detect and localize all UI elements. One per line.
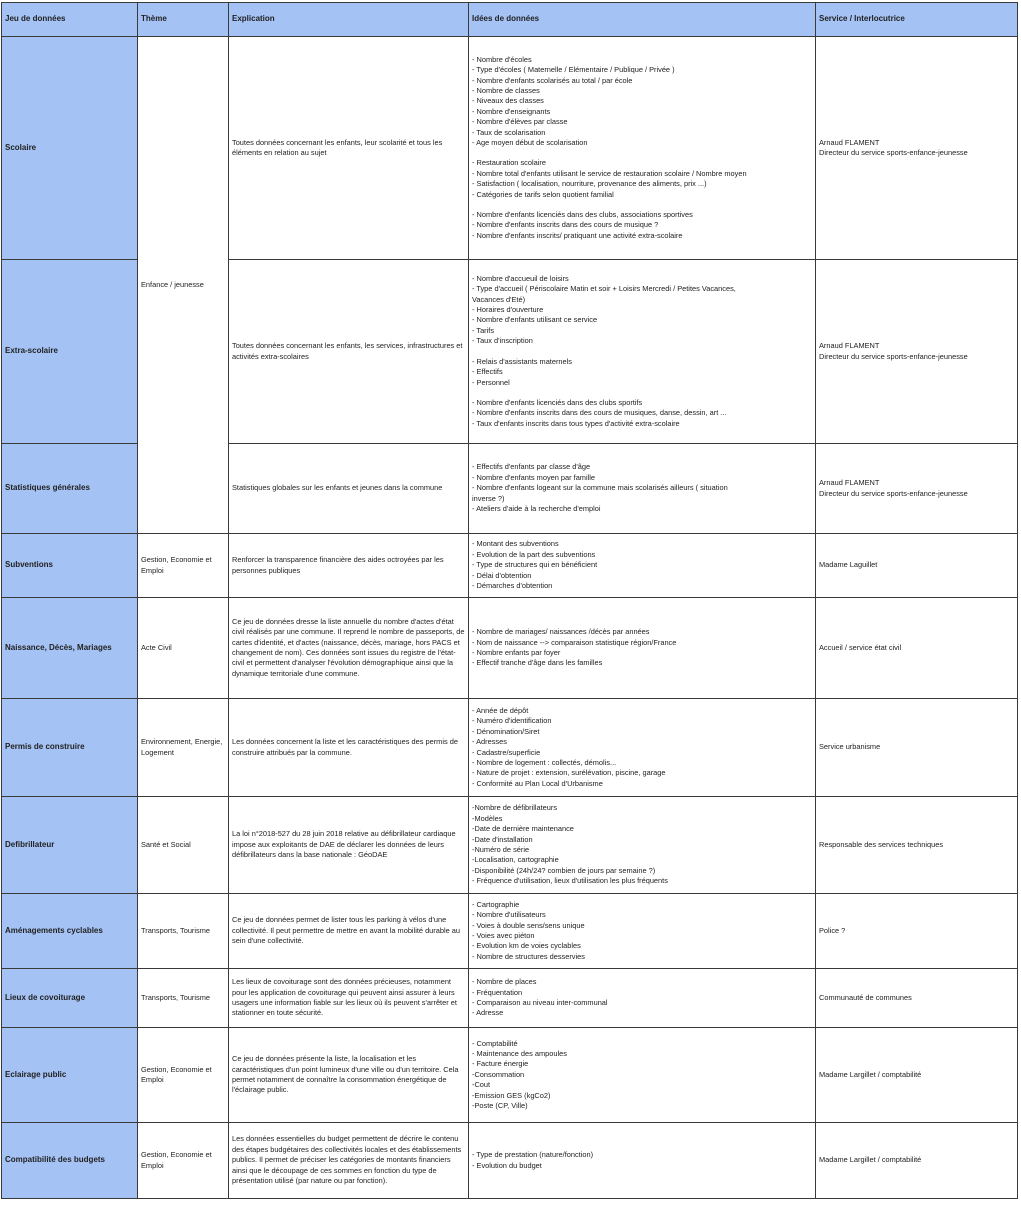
idea-line: - Comparaison au niveau inter-communal bbox=[472, 998, 608, 1007]
idea-line: -Consommation bbox=[472, 1069, 525, 1079]
idea-line: - Nombre de structures desservies bbox=[472, 951, 585, 961]
idea-line: - Taux d'enfants inscrits dans tous types d'activité extra-scolaire bbox=[472, 418, 680, 428]
idea-line: - Nombre d'enfants moyen par famille bbox=[472, 472, 595, 482]
idea-line: - Nombre d'enfants scolarisés au total / par école bbox=[472, 75, 633, 85]
idea-line: - Nombre d'enfants inscrits dans des cours de musique ? bbox=[472, 220, 659, 230]
idea-line: - Maintenance des ampoules bbox=[472, 1048, 567, 1058]
service-cell bbox=[816, 534, 1018, 598]
header-idees: Idées de données bbox=[469, 3, 816, 37]
idea-line: - Nombre d'enfants utilisant ce service bbox=[472, 315, 598, 325]
idea-line: -Numéro de série bbox=[472, 845, 530, 854]
explication-text: Les données essentielles du budget permettent de décrire le contenu des étapes budgétaires des collectivités locales et des établissements publics. Il permet de préciser les catégories de montants financiers ainsi que le découpage de ces sommes en fonction du type de présentation utilisé (par nature ou par fonction). bbox=[232, 1134, 462, 1186]
dataset-name: Extra-scolaire bbox=[2, 260, 138, 444]
idea-line: -Date d'installation bbox=[472, 834, 533, 844]
idea-line: - Montant des subventions bbox=[472, 539, 559, 549]
explication-text: Renforcer la transparence financière des aides octroyées par les personnes publiques bbox=[232, 555, 444, 575]
dataset-name: Statistiques générales bbox=[2, 444, 138, 534]
theme-cell: Acte Civil bbox=[138, 598, 229, 699]
idea-line: - Nombre de mariages/ naissances /décès par années bbox=[472, 627, 650, 637]
idea-line: - Satisfaction ( localisation, nourriture, provenance des aliments, prix ...) bbox=[472, 179, 707, 189]
idea-line: - Année de dépôt bbox=[472, 705, 529, 715]
idea-line: -Modèles bbox=[472, 813, 503, 823]
service-line: Madame Largillet / comptabilité bbox=[819, 1069, 922, 1079]
idea-line: - Dénomination/Siret bbox=[472, 726, 540, 736]
idea-line: - Nombre d'utilisateurs bbox=[472, 910, 546, 920]
idea-line: - Effectif tranche d'âge dans les familles bbox=[472, 658, 603, 668]
service-line: Arnaud FLAMENT bbox=[819, 478, 880, 488]
idea-line: - Voies avec piéton bbox=[472, 931, 535, 940]
theme-cell: Transports, Tourisme bbox=[138, 969, 229, 1028]
ideas-cell bbox=[469, 260, 816, 444]
explication-text: Toutes données concernant les enfants, leur scolarité et tous les éléments en relation au sujet bbox=[232, 137, 443, 157]
table-row bbox=[2, 894, 1018, 969]
service-cell bbox=[816, 894, 1018, 969]
service-line: Arnaud FLAMENT bbox=[819, 341, 880, 351]
idea-line: -Poste (CP, Ville) bbox=[472, 1101, 528, 1111]
table-row bbox=[2, 598, 1018, 699]
service-cell bbox=[816, 1123, 1018, 1199]
ideas-cell bbox=[469, 797, 816, 894]
explication-cell bbox=[229, 444, 469, 534]
idea-line: inverse ?) bbox=[472, 493, 505, 503]
idea-line: - Relais d'assistants maternels bbox=[472, 356, 572, 366]
idea-line: - Nom de naissance --> comparaison statistique région/France bbox=[472, 637, 677, 647]
table-row bbox=[2, 699, 1018, 797]
service-cell bbox=[816, 699, 1018, 797]
ideas-cell bbox=[469, 699, 816, 797]
idea-line: - Nombre d'enfants licenciés dans des clubs sportifs bbox=[472, 397, 643, 407]
idea-line: - Cadastre/superficie bbox=[472, 747, 541, 757]
idea-line: - Nombre d'enfants inscrits dans des cours de musiques, danse, dessin, art ... bbox=[472, 408, 727, 418]
service-cell bbox=[816, 598, 1018, 699]
service-line: Directeur du service sports-enfance-jeunesse bbox=[819, 148, 968, 157]
table-row bbox=[2, 534, 1018, 598]
header-jeu-de-donnees: Jeu de données bbox=[2, 3, 138, 37]
table-row bbox=[2, 37, 1018, 260]
idea-line: - Cartographie bbox=[472, 899, 520, 909]
idea-line: - Effectifs d'enfants par classe d'âge bbox=[472, 462, 591, 472]
idea-line: - Démarches d'obtention bbox=[472, 581, 553, 591]
table-row bbox=[2, 1123, 1018, 1199]
explication-cell bbox=[229, 534, 469, 598]
theme-cell: Enfance / jeunesse bbox=[138, 37, 229, 534]
idea-line: - Numéro d'identification bbox=[472, 716, 552, 726]
service-line: Accueil / service état civil bbox=[819, 642, 902, 652]
idea-line: - Voies à double sens/sens unique bbox=[472, 920, 585, 930]
idea-line: - Age moyen début de scolarisation bbox=[472, 138, 588, 147]
idea-line: - Fréquence d'utilisation, lieux d'utilisation les plus fréquents bbox=[472, 876, 668, 886]
explication-text: Les données concernent la liste et les caractéristiques des permis de construire attribués par la commune. bbox=[232, 737, 458, 757]
service-line: Directeur du service sports-enfance-jeunesse bbox=[819, 488, 968, 498]
idea-line: - Fréquentation bbox=[472, 987, 523, 997]
service-line: Service urbanisme bbox=[819, 742, 881, 752]
idea-line: - Effectifs bbox=[472, 367, 503, 377]
idea-line: - Type d'accueil ( Périscolaire Matin et soir + Loisirs Mercredi / Petites Vacances, bbox=[472, 284, 736, 294]
theme-cell: Transports, Tourisme bbox=[138, 894, 229, 969]
dataset-name: Compatibilité des budgets bbox=[2, 1123, 138, 1199]
idea-line: - Personnel bbox=[472, 377, 510, 387]
table-row bbox=[2, 1028, 1018, 1123]
ideas-cell bbox=[469, 534, 816, 598]
service-cell bbox=[816, 797, 1018, 894]
idea-line: - Facture énergie bbox=[472, 1059, 529, 1069]
ideas-cell bbox=[469, 444, 816, 534]
explication-cell bbox=[229, 969, 469, 1028]
explication-cell bbox=[229, 797, 469, 894]
dataset-name: Naissance, Décès, Mariages bbox=[2, 598, 138, 699]
service-line: Madame Largillet / comptabilité bbox=[819, 1155, 922, 1165]
idea-line: - Adresse bbox=[472, 1008, 504, 1018]
theme-cell: Gestion, Economie et Emploi bbox=[138, 1028, 229, 1123]
service-line: Communauté de communes bbox=[819, 992, 912, 1002]
header-row bbox=[2, 3, 1018, 37]
service-line: Directeur du service sports-enfance-jeunesse bbox=[819, 351, 968, 361]
dataset-name: Subventions bbox=[2, 534, 138, 598]
ideas-spacer bbox=[472, 347, 812, 357]
explication-text: Ce jeu de données permet de lister tous les parking à vélos d'une collectivité. Il peut permettre de mettre en avant la mobilité durable au sein d'une collectivité. bbox=[232, 915, 460, 946]
table-row bbox=[2, 797, 1018, 894]
idea-line: - Comptabilité bbox=[472, 1038, 518, 1048]
idea-line: - Conformité au Plan Local d'Urbanisme bbox=[472, 778, 603, 788]
dataset-name: Aménagements cyclables bbox=[2, 894, 138, 969]
dataset-name: Eclairage public bbox=[2, 1028, 138, 1123]
idea-line: -Emission GES (kgCo2) bbox=[472, 1090, 551, 1100]
idea-line: - Type de structures qui en bénéficient bbox=[472, 560, 598, 570]
explication-text: Statistiques globales sur les enfants et jeunes dans la commune bbox=[232, 483, 443, 493]
explication-cell bbox=[229, 699, 469, 797]
idea-line: -Nombre de défibrillateurs bbox=[472, 803, 558, 813]
explication-cell bbox=[229, 598, 469, 699]
idea-line: - Niveaux des classes bbox=[472, 96, 544, 106]
ideas-cell bbox=[469, 969, 816, 1028]
idea-line: - Evolution km de voies cyclables bbox=[472, 941, 581, 951]
idea-line: - Evolution du budget bbox=[472, 1160, 542, 1170]
explication-cell bbox=[229, 37, 469, 260]
idea-line: - Nombre d'enseignants bbox=[472, 106, 551, 116]
dataset-name: Lieux de covoiturage bbox=[2, 969, 138, 1028]
explication-cell bbox=[229, 894, 469, 969]
explication-text: Toutes données concernant les enfants, les services, infrastructures et activités extra-scolaires bbox=[232, 341, 463, 361]
explication-cell bbox=[229, 1123, 469, 1199]
idea-line: - Nombre enfants par foyer bbox=[472, 648, 561, 657]
service-line: Responsable des services techniques bbox=[819, 839, 944, 849]
service-cell bbox=[816, 37, 1018, 260]
idea-line: - Nombre d'enfants logeant sur la commune mais scolarisés ailleurs ( situation bbox=[472, 483, 728, 493]
idea-line: Vacances d'Eté) bbox=[472, 294, 526, 304]
idea-line: - Nombre d'enfants licenciés dans des clubs, associations sportives bbox=[472, 210, 693, 220]
theme-cell: Gestion, Economie et Emploi bbox=[138, 1123, 229, 1199]
ideas-cell bbox=[469, 598, 816, 699]
idea-line: - Horaires d'ouverture bbox=[472, 305, 544, 315]
idea-line: - Taux de scolarisation bbox=[472, 127, 546, 137]
idea-line: - Restauration scolaire bbox=[472, 158, 546, 168]
idea-line: - Catégories de tarifs selon quotient familial bbox=[472, 189, 614, 199]
idea-line: -Date de dernière maintenance bbox=[472, 824, 574, 834]
ideas-cell bbox=[469, 1123, 816, 1199]
explication-cell bbox=[229, 260, 469, 444]
service-cell bbox=[816, 260, 1018, 444]
theme-cell: Gestion, Economie et Emploi bbox=[138, 534, 229, 598]
idea-line: - Nombre de logement : collectés, démolis... bbox=[472, 757, 617, 767]
table-row bbox=[2, 969, 1018, 1028]
service-cell bbox=[816, 1028, 1018, 1123]
service-line: Police ? bbox=[819, 925, 846, 935]
service-line: Madame Laguillet bbox=[819, 560, 878, 570]
service-cell bbox=[816, 444, 1018, 534]
idea-line: - Nombre d'enfants inscrits/ pratiquant une activité extra-scolaire bbox=[472, 230, 683, 240]
idea-line: - Délai d'obtention bbox=[472, 570, 532, 580]
idea-line: - Adresses bbox=[472, 737, 507, 747]
idea-line: - Type de prestation (nature/fonction) bbox=[472, 1150, 594, 1160]
idea-line: - Ateliers d'aide à la recherche d'emploi bbox=[472, 504, 601, 514]
ideas-cell bbox=[469, 1028, 816, 1123]
explication-text: Les lieux de covoiturage sont des données précieuses, notamment pour les application de covoiturage qui peuvent ainsi assurer à leurs usagers une information fiable sur les lieux où ils peuvent s'arrêter et stationner en toute sécurité. bbox=[232, 977, 457, 1018]
idea-line: - Type d'écoles ( Maternelle / Elémentaire / Publique / Privée ) bbox=[472, 65, 675, 75]
idea-line: - Tarifs bbox=[472, 325, 495, 335]
idea-line: - Nombre de classes bbox=[472, 85, 540, 95]
dataset-name: Permis de construire bbox=[2, 699, 138, 797]
idea-line: -Disponibilité (24h/24? combien de jours par semaine ?) bbox=[472, 865, 656, 875]
idea-line: - Nature de projet : extension, surélévation, piscine, garage bbox=[472, 768, 666, 778]
explication-text: Ce jeu de données dresse la liste annuelle du nombre d'actes d'état civil réalisés par une commune. Il reprend le nombre de passeports, de cartes d'identité, et d'actes (naissance, décès, mariage, hors PACS et changement de nom). Ces données sont issues du registre de l'état-civil et permettent d'analyser l'évolution démographique ainsi que la dynamique territoriale d'une commune. bbox=[232, 616, 465, 678]
ideas-spacer bbox=[472, 200, 812, 210]
explication-cell bbox=[229, 1028, 469, 1123]
ideas-spacer bbox=[472, 148, 812, 158]
dataset-name: Scolaire bbox=[2, 37, 138, 260]
header-service: Service / Interlocutrice bbox=[816, 3, 1018, 37]
header-theme: Thème bbox=[138, 3, 229, 37]
theme-cell: Environnement, Energie, Logement bbox=[138, 699, 229, 797]
ideas-cell bbox=[469, 37, 816, 260]
idea-line: - Nombre total d'enfants utilisant le service de restauration scolaire / Nombre moyen bbox=[472, 168, 747, 178]
service-line: Arnaud FLAMENT bbox=[819, 137, 880, 147]
ideas-cell bbox=[469, 894, 816, 969]
dataset-table bbox=[1, 2, 1018, 1199]
explication-text: La loi n°2018-527 du 28 juin 2018 relative au défibrillateur cardiaque impose aux exploitants de DAE de déclarer les données de leurs défibrillateurs dans la base nationale : GéoDAE bbox=[232, 829, 456, 860]
idea-line: - Nombre d'écoles bbox=[472, 54, 532, 64]
idea-line: - Taux d'inscription bbox=[472, 336, 533, 346]
idea-line: -Cout bbox=[472, 1080, 491, 1090]
idea-line: - Nombre d'élèves par classe bbox=[472, 117, 568, 127]
theme-cell: Santé et Social bbox=[138, 797, 229, 894]
service-cell bbox=[816, 969, 1018, 1028]
idea-line: -Localisation, cartographie bbox=[472, 855, 559, 865]
dataset-name: Defibrillateur bbox=[2, 797, 138, 894]
ideas-spacer bbox=[472, 388, 812, 398]
idea-line: - Nombre d'accueuil de loisirs bbox=[472, 273, 569, 283]
idea-line: - Evolution de la part des subventions bbox=[472, 549, 596, 559]
header-explication: Explication bbox=[229, 3, 469, 37]
idea-line: - Nombre de places bbox=[472, 977, 537, 987]
explication-text: Ce jeu de données présente la liste, la localisation et les caractéristiques d'un point lumineux d'une ville ou d'un territoire. Cela permet notamment de connaître la consommation énergétique de l'éclairage public. bbox=[232, 1054, 459, 1095]
